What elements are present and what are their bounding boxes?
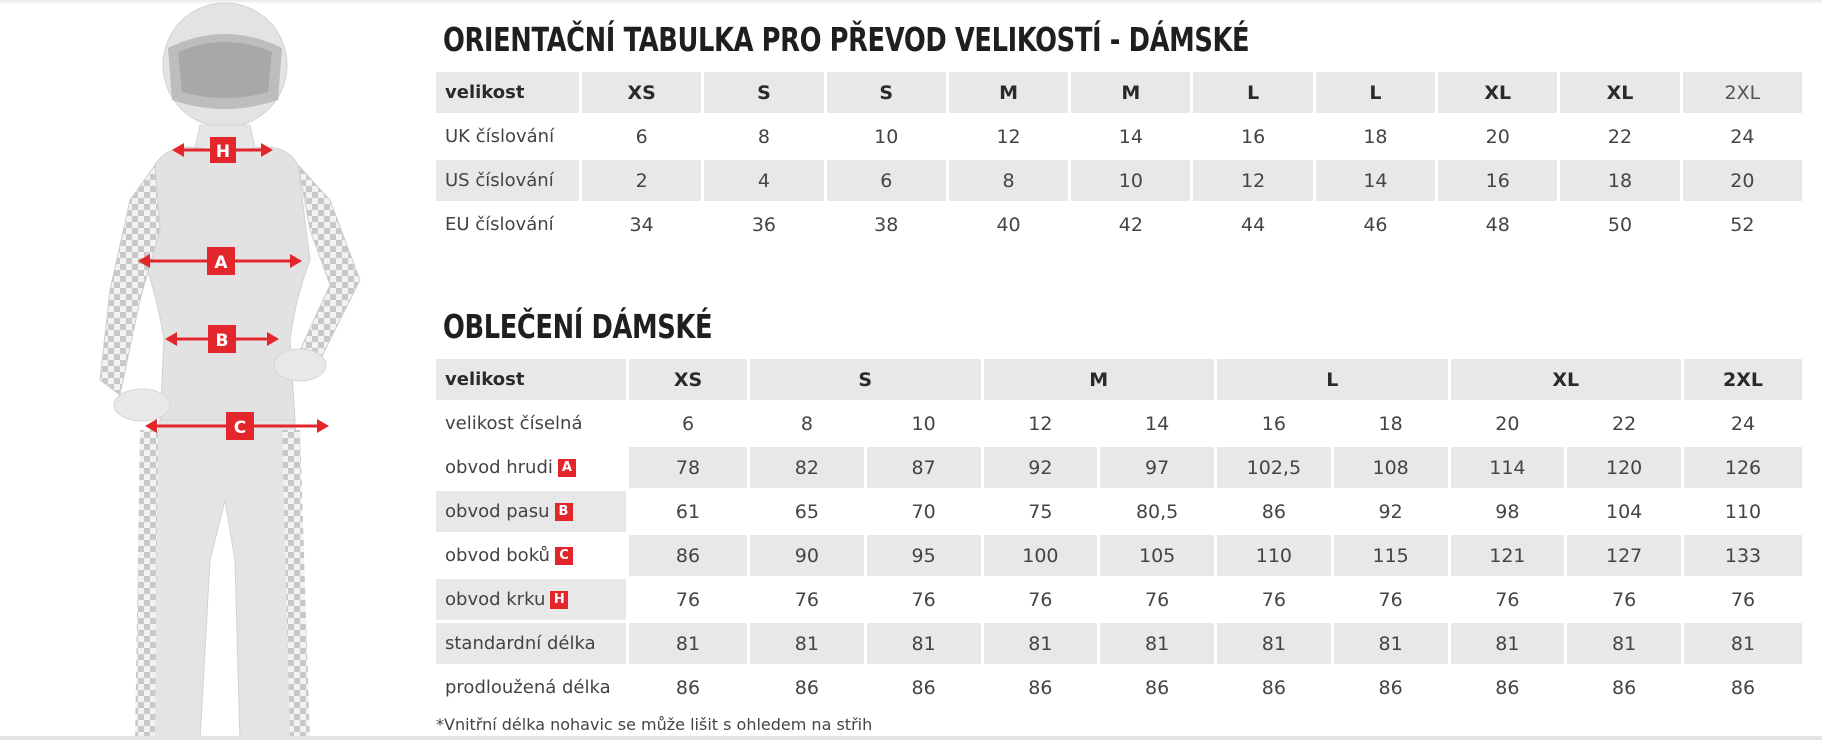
marker-a-label: A (214, 253, 228, 273)
row-label: standardní délka (436, 623, 626, 664)
clothing-size-table (433, 356, 1805, 711)
value-cell: 81 (750, 623, 864, 664)
value-cell: 76 (1145, 588, 1170, 611)
value-cell: 76 (1730, 588, 1756, 611)
value-cell: 42 (1118, 213, 1143, 236)
value-cell: 86 (1495, 676, 1520, 699)
header-label: velikost (436, 359, 626, 400)
value-cell: 76 (794, 588, 819, 611)
value-cell: 22 (1607, 125, 1633, 148)
value-cell: 82 (750, 447, 864, 488)
size-cell: XL (1438, 72, 1557, 113)
row-label-text: obvod hrudi (445, 457, 553, 478)
rider-figure-illustration (60, 0, 440, 740)
header-label: velikost (436, 72, 579, 113)
value-cell: 102,5 (1217, 447, 1331, 488)
value-cell: 46 (1363, 213, 1388, 236)
value-cell: 16 (1241, 125, 1266, 148)
value-cell: 86 (675, 676, 701, 699)
waist-row (436, 491, 1802, 532)
value-cell: 20 (1485, 125, 1510, 148)
value-cell: 8 (757, 125, 770, 148)
value-cell: 81 (1684, 623, 1802, 664)
value-cell: 110 (1724, 500, 1762, 523)
row-label (436, 447, 626, 488)
value-cell: 18 (1560, 160, 1679, 201)
value-cell: 121 (1451, 535, 1565, 576)
value-cell: 87 (867, 447, 981, 488)
value-cell: 12 (1028, 412, 1053, 435)
size-conversion-table (433, 69, 1805, 248)
value-cell: 104 (1605, 500, 1643, 523)
value-cell: 81 (1100, 623, 1214, 664)
row-label-text: obvod krku (445, 589, 546, 610)
size-group-cell: XL (1451, 359, 1682, 400)
value-cell: 2 (582, 160, 701, 201)
row-label: UK číslování (445, 126, 555, 147)
value-cell: 86 (794, 676, 819, 699)
value-cell: 90 (750, 535, 864, 576)
marker-b-label: B (215, 331, 229, 351)
clothing-table-title: OBLEČENÍ DÁMSKÉ (443, 307, 713, 346)
value-cell: 81 (1334, 623, 1448, 664)
value-cell: 14 (1118, 125, 1143, 148)
size-cell: XL (1560, 72, 1679, 113)
row-label (436, 491, 626, 532)
value-cell: 115 (1334, 535, 1448, 576)
value-cell: 81 (629, 623, 747, 664)
value-cell: 81 (1451, 623, 1565, 664)
value-cell: 81 (984, 623, 1098, 664)
value-cell: 76 (1028, 588, 1053, 611)
value-cell: 8 (949, 160, 1068, 201)
value-cell: 86 (629, 535, 747, 576)
value-cell: 80,5 (1135, 500, 1179, 523)
value-cell: 81 (1567, 623, 1681, 664)
numeric-size-row (436, 403, 1802, 444)
value-cell: 10 (911, 412, 936, 435)
value-cell: 12 (996, 125, 1021, 148)
value-cell: 86 (1378, 676, 1403, 699)
value-cell: 76 (1378, 588, 1403, 611)
value-cell: 105 (1100, 535, 1214, 576)
value-cell: 22 (1612, 412, 1637, 435)
chest-row (436, 447, 1802, 488)
value-cell: 44 (1241, 213, 1266, 236)
value-cell: 12 (1193, 160, 1312, 201)
value-cell: 20 (1683, 160, 1802, 201)
row-label-text: obvod boků (445, 545, 550, 566)
value-cell: 16 (1261, 412, 1286, 435)
conversion-header-row (436, 72, 1802, 113)
value-cell: 98 (1495, 500, 1520, 523)
extended-length-row (436, 667, 1802, 708)
value-cell: 18 (1378, 412, 1403, 435)
value-cell: 76 (911, 588, 936, 611)
value-cell: 6 (681, 412, 695, 435)
clothing-header-row (436, 359, 1802, 400)
size-cell: M (949, 72, 1068, 113)
value-cell: 114 (1451, 447, 1565, 488)
value-cell: 92 (1378, 500, 1403, 523)
row-label (436, 579, 626, 620)
size-cell: S (827, 72, 946, 113)
value-cell: 133 (1684, 535, 1802, 576)
value-cell: 61 (675, 500, 701, 523)
value-cell: 86 (1730, 676, 1756, 699)
value-cell: 40 (996, 213, 1021, 236)
size-cell: M (1071, 72, 1190, 113)
value-cell: 86 (1145, 676, 1170, 699)
value-cell: 65 (794, 500, 819, 523)
badge-c: C (555, 547, 573, 565)
standard-length-row (436, 623, 1802, 664)
value-cell: 110 (1217, 535, 1331, 576)
value-cell: 10 (1071, 160, 1190, 201)
value-cell: 8 (800, 412, 813, 435)
value-cell: 86 (1261, 500, 1286, 523)
row-label: EU číslování (445, 214, 554, 235)
value-cell: 81 (1217, 623, 1331, 664)
badge-b: B (555, 503, 573, 521)
badge-a: A (558, 459, 576, 477)
value-cell: 86 (1261, 676, 1286, 699)
value-cell: 50 (1607, 213, 1633, 236)
bottom-border (0, 736, 1822, 740)
value-cell: 18 (1363, 125, 1388, 148)
size-cell: S (704, 72, 823, 113)
value-cell: 48 (1485, 213, 1510, 236)
footnote: *Vnitřní délka nohavic se může lišit s ohledem na střih (436, 715, 873, 734)
size-cell: L (1193, 72, 1312, 113)
uk-row (436, 116, 1802, 157)
value-cell: 127 (1567, 535, 1681, 576)
size-group-cell: M (984, 359, 1215, 400)
us-row (436, 160, 1802, 201)
value-cell: 16 (1438, 160, 1557, 201)
value-cell: 70 (911, 500, 936, 523)
neck-row (436, 579, 1802, 620)
size-cell: 2XL (1683, 72, 1802, 113)
value-cell: 6 (635, 125, 648, 148)
value-cell: 6 (827, 160, 946, 201)
value-cell: 86 (1612, 676, 1637, 699)
value-cell: 76 (1261, 588, 1286, 611)
value-cell: 34 (629, 213, 654, 236)
size-group-cell: 2XL (1684, 359, 1802, 400)
size-group-cell: S (750, 359, 981, 400)
row-label: velikost číselná (445, 413, 583, 434)
value-cell: 92 (984, 447, 1098, 488)
row-label (436, 535, 626, 576)
value-cell: 81 (867, 623, 981, 664)
value-cell: 76 (675, 588, 701, 611)
value-cell: 76 (1612, 588, 1637, 611)
badge-h: H (550, 591, 568, 609)
value-cell: 4 (704, 160, 823, 201)
value-cell: 97 (1100, 447, 1214, 488)
value-cell: 126 (1684, 447, 1802, 488)
size-group-cell: L (1217, 359, 1448, 400)
value-cell: 78 (629, 447, 747, 488)
row-label: prodloužená délka (445, 677, 611, 698)
value-cell: 14 (1145, 412, 1170, 435)
value-cell: 75 (1028, 500, 1053, 523)
marker-c-label: C (233, 418, 247, 438)
value-cell: 36 (751, 213, 777, 236)
size-cell: L (1316, 72, 1435, 113)
value-cell: 86 (911, 676, 936, 699)
value-cell: 24 (1730, 125, 1755, 148)
value-cell: 38 (874, 213, 899, 236)
value-cell: 10 (874, 125, 899, 148)
value-cell: 100 (984, 535, 1098, 576)
size-cell: XS (582, 72, 701, 113)
eu-row (436, 204, 1802, 245)
value-cell: 108 (1334, 447, 1448, 488)
value-cell: 86 (1028, 676, 1053, 699)
hips-row (436, 535, 1802, 576)
row-label: US číslování (436, 160, 579, 201)
marker-h-label: H (215, 142, 231, 162)
row-label-text: obvod pasu (445, 501, 550, 522)
value-cell: 76 (1495, 588, 1520, 611)
value-cell: 24 (1730, 412, 1756, 435)
value-cell: 95 (867, 535, 981, 576)
conversion-table-title: ORIENTAČNÍ TABULKA PRO PŘEVOD VELIKOSTÍ - DÁMSKÉ (443, 20, 1250, 59)
value-cell: 14 (1316, 160, 1435, 201)
helmet-shape (163, 3, 287, 127)
value-cell: 120 (1567, 447, 1681, 488)
value-cell: 52 (1730, 213, 1755, 236)
value-cell: 20 (1495, 412, 1520, 435)
size-group-cell: XS (629, 359, 747, 400)
